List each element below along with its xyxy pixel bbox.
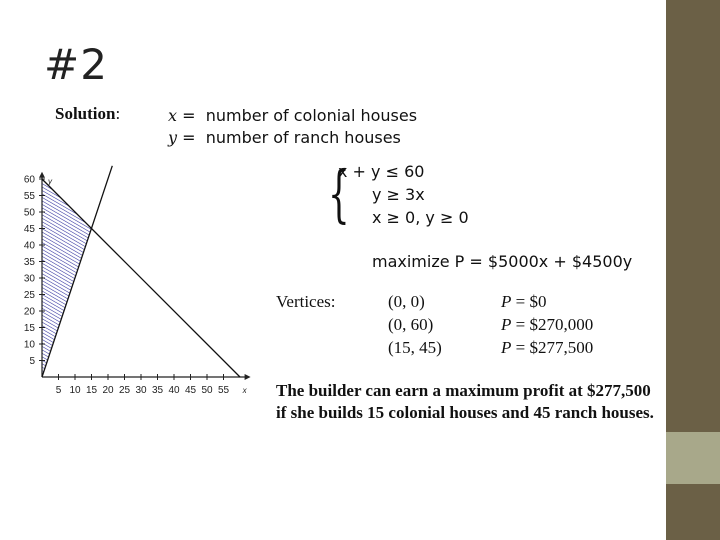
x-tick-label: 10 bbox=[69, 385, 81, 396]
x-tick-label: 35 bbox=[151, 385, 164, 396]
x-tick-label: 15 bbox=[85, 385, 98, 396]
objective-function: maximize P = $5000x + $4500y bbox=[372, 252, 633, 271]
x-definition: x = number of colonial houses bbox=[168, 106, 418, 125]
constraint-2: y ≥ 3x bbox=[372, 185, 425, 204]
constraint-3: x ≥ 0, y ≥ 0 bbox=[372, 208, 469, 227]
y-tick-label: 20 bbox=[23, 306, 35, 318]
x-tick-label: 30 bbox=[135, 385, 147, 396]
y-axis-label: y bbox=[48, 176, 52, 186]
conclusion-text: The builder can earn a maximum profit at $277,500 if she builds 15 colonial houses and 45 ranch houses. bbox=[276, 381, 654, 422]
vertex-profit-2: P = $270,000 bbox=[501, 315, 594, 334]
y-tick-label: 5 bbox=[29, 356, 35, 367]
constraint-brace: { bbox=[328, 157, 350, 230]
x-axis-label: x bbox=[242, 386, 247, 395]
solution-label: Solution: bbox=[55, 104, 121, 123]
x-tick-label: 5 bbox=[55, 385, 62, 396]
vertices-label: Vertices: bbox=[276, 292, 336, 311]
y-definition: y = number of ranch houses bbox=[168, 128, 401, 147]
x-tick-label: 40 bbox=[168, 385, 180, 396]
constraint-1: x + y ≤ 60 bbox=[338, 162, 425, 181]
feasible-region bbox=[42, 176, 92, 377]
x-axis-arrow bbox=[245, 374, 251, 380]
x-tick-label: 45 bbox=[184, 385, 197, 396]
x-tick-label: 25 bbox=[118, 385, 131, 396]
slide-title: #2 bbox=[44, 40, 108, 89]
y-tick-label: 10 bbox=[23, 339, 35, 351]
y-tick-label: 30 bbox=[23, 273, 35, 285]
x-tick-label: 50 bbox=[201, 385, 213, 396]
y-tick-label: 25 bbox=[23, 290, 35, 301]
vertex-point-2: (0, 60) bbox=[388, 315, 434, 334]
x-tick-label: 55 bbox=[217, 385, 230, 396]
vertex-point-3: (15, 45) bbox=[388, 338, 442, 357]
y-tick-label: 40 bbox=[23, 240, 35, 252]
y-tick-label: 45 bbox=[23, 224, 35, 235]
vertex-profit-1: P = $0 bbox=[501, 292, 547, 311]
y-tick-label: 50 bbox=[23, 207, 35, 219]
sidebar-accent bbox=[666, 432, 720, 484]
y-tick-label: 60 bbox=[23, 174, 35, 186]
vertex-profit-3: P = $277,500 bbox=[501, 338, 594, 357]
y-tick-label: 15 bbox=[23, 323, 35, 334]
y-axis-arrow bbox=[39, 172, 45, 178]
y-tick-label: 55 bbox=[23, 191, 35, 202]
x-tick-label: 20 bbox=[102, 385, 114, 396]
vertex-point-1: (0, 0) bbox=[388, 292, 425, 311]
feasible-region-graph bbox=[22, 155, 262, 405]
y-tick-label: 35 bbox=[23, 257, 35, 268]
